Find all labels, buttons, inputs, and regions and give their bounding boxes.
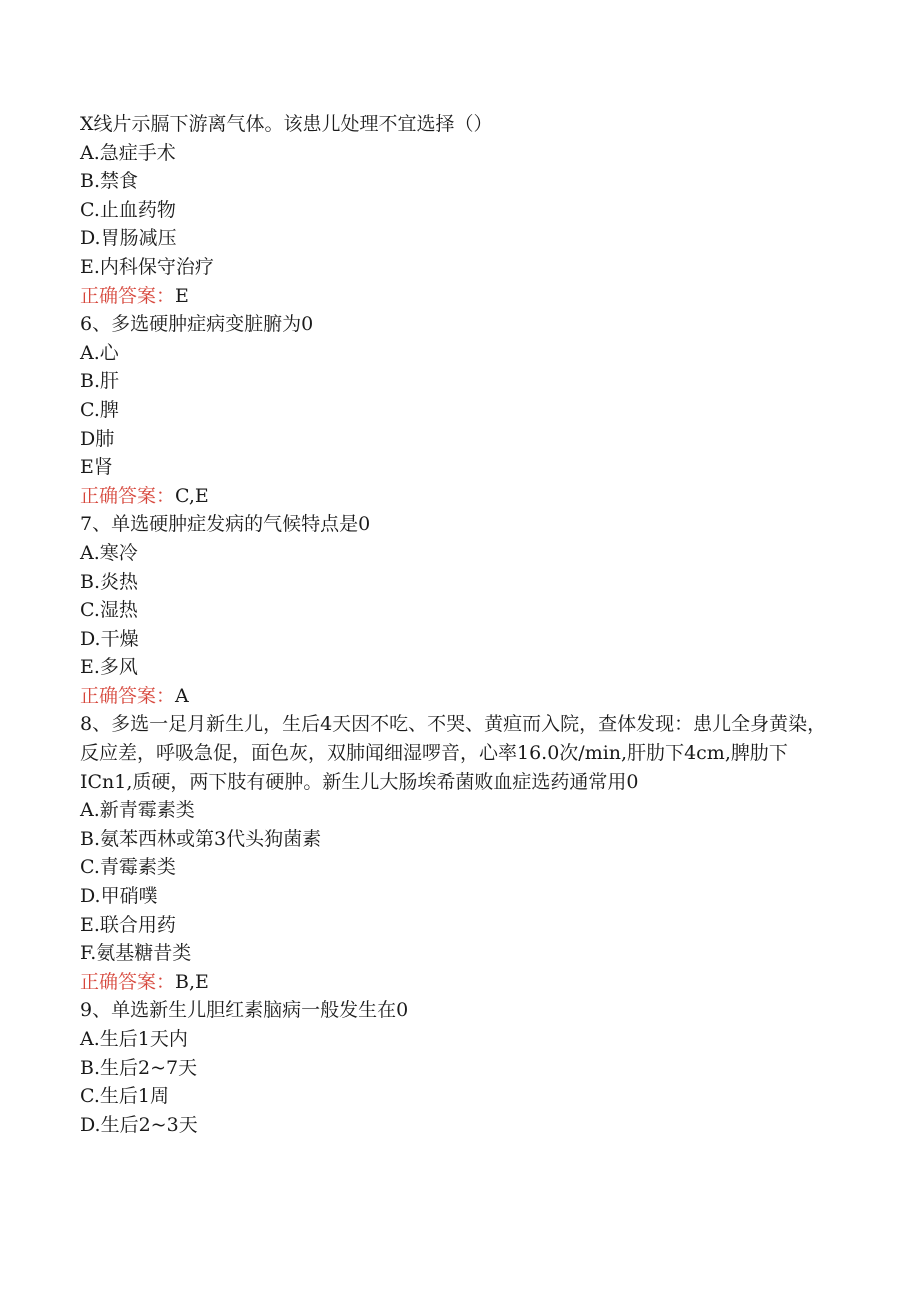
correct-answer [80, 682, 840, 711]
option-a: A.急症手术 [80, 141, 176, 164]
answer-value: A [175, 684, 189, 707]
option-b: B.禁食 [80, 170, 139, 193]
question-block [80, 110, 840, 310]
option-b: B.肝 [80, 370, 120, 393]
question-block [80, 996, 840, 1139]
option-b: B.氨苯西林或第3代头狗菌素 [80, 827, 322, 850]
option-d: D.甲硝噗 [80, 885, 158, 908]
option-c: C.止血药物 [80, 198, 176, 221]
question-block [80, 310, 840, 510]
option-b: B.炎热 [80, 570, 139, 593]
answer-label: 正确答案： [80, 970, 176, 993]
option-e: E肾 [80, 456, 113, 479]
question-list [80, 110, 840, 1139]
answer-label: 正确答案： [80, 284, 176, 307]
answer-value: C,E [175, 484, 209, 507]
answer-value: E [175, 284, 189, 307]
option-e: E.多风 [80, 656, 138, 679]
option-d: D.生后2~3天 [80, 1113, 198, 1136]
option-e: E.联合用药 [80, 913, 176, 936]
correct-answer [80, 282, 840, 311]
answer-label: 正确答案： [80, 684, 176, 707]
option-c: C.青霉素类 [80, 856, 176, 879]
question-stem: 8、多选一足月新生儿，生后4天因不吃、不哭、黄疸而入院，查体发现：患儿全身黄染，反应差，呼吸急促，面色灰，双肺闻细湿啰音，心率16.0次/min,肝肋下4cm,脾肋下ICn1,质硬，两下肢有硬肿。新生儿大肠埃希菌败血症选药通常用0 [80, 713, 827, 793]
option-d: D.干燥 [80, 627, 139, 650]
option-d: D.胃肠减压 [80, 227, 177, 250]
option-e: E.内科保守治疗 [80, 255, 214, 278]
correct-answer [80, 968, 840, 997]
question-block [80, 510, 840, 710]
question-stem: 6、多选硬肿症病变脏腑为0 [80, 313, 314, 336]
question-block [80, 710, 840, 996]
question-stem: X线片示膈下游离气体。该患儿处理不宜选择（） [80, 113, 493, 135]
option-a: A.生后1天内 [80, 1028, 188, 1050]
option-a: A.心 [80, 341, 119, 364]
answer-value: B,E [175, 970, 209, 993]
option-b: B.生后2~7天 [80, 1056, 198, 1079]
option-a: A.寒冷 [80, 541, 138, 564]
answer-label: 正确答案： [80, 484, 176, 507]
question-stem: 7、单选硬肿症发病的气候特点是0 [80, 513, 371, 536]
option-c: C.湿热 [80, 599, 138, 622]
option-c: C.脾 [80, 398, 119, 421]
option-a: A.新青霉素类 [80, 799, 195, 822]
correct-answer [80, 482, 840, 511]
option-c: C.生后1周 [80, 1085, 169, 1108]
question-stem: 9、单选新生儿胆红素脑病一般发生在0 [80, 999, 409, 1022]
option-d: D肺 [80, 427, 115, 450]
option-f: F.氨基糖昔类 [80, 942, 192, 965]
